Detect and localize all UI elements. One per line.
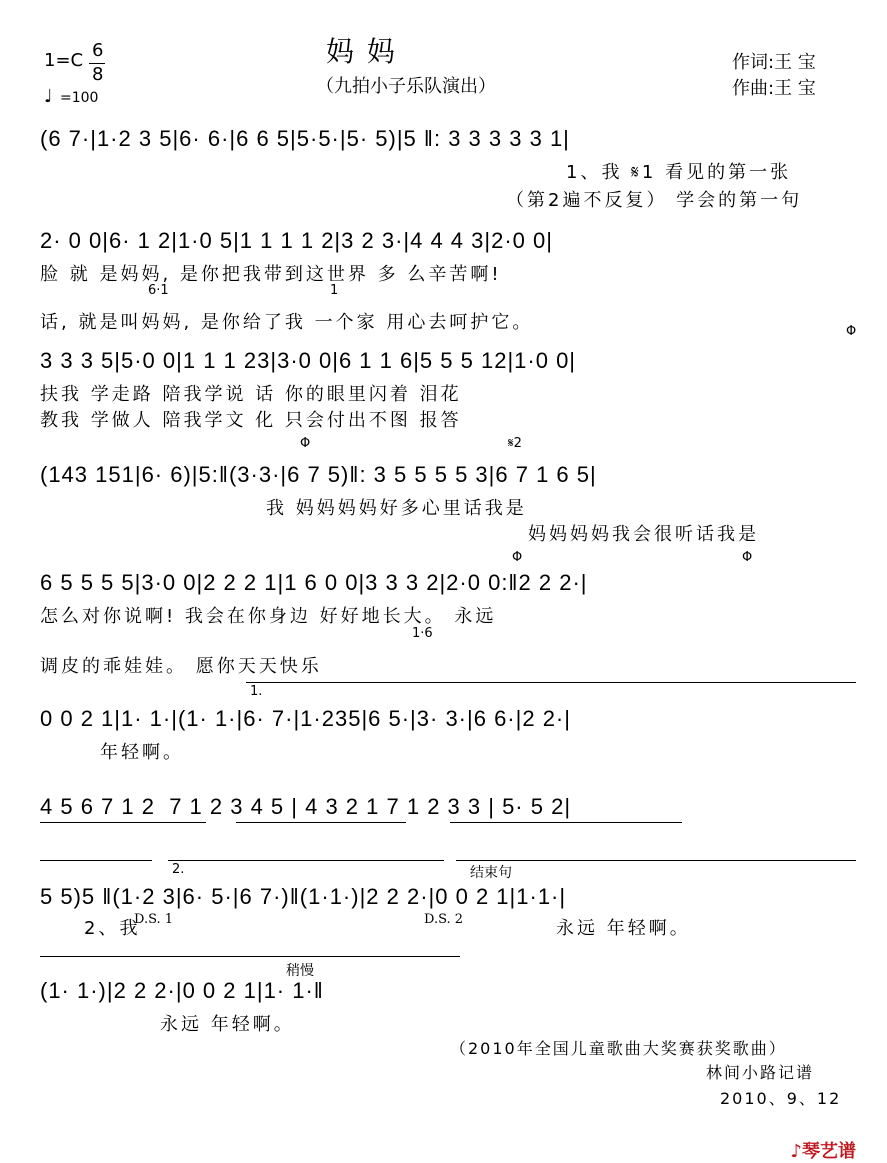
lyric-row-6: 年轻啊。 [100, 742, 184, 763]
song-subtitle: （九拍小子乐队演出） [316, 76, 496, 97]
lyric-row-9: 永远 年轻啊。 [160, 1014, 295, 1035]
lyric-row-3-verse-1: 扶我 学走路 陪我学说 话 你的眼里闪着 泪花 [40, 384, 462, 405]
notation-row-3: 3 3 3 5|5·0 0|1 1 1 23|3·0 0|6 1 1 6|5 5 5 12|1·0 0| [40, 348, 577, 373]
grace-note-1: 6·1 [148, 283, 169, 298]
time-sig-top: 6 [92, 40, 104, 61]
grace-note-3: 1·6 [412, 626, 433, 641]
lyricist-credit: 作词:王 宝 [732, 52, 816, 73]
notation-row-2: 2· 0 0|6· 1 2|1·0 5|1 1 1 1 2|3 2 3·|4 4 4 3|2·0 0| [40, 228, 553, 253]
volta-2-label: 2. [172, 862, 185, 877]
award-note: （2010年全国儿童歌曲大奖赛获奖歌曲） [450, 1039, 787, 1058]
notation-row-5: 6 5 5 5 5|3·0 0|2 2 2 1|1 6 0 0|3 3 3 2|2·0 0:‖2 2 2·| [40, 570, 588, 595]
notation-row-1: (6 7·|1·2 3 5|6· 6·|6 6 5|5·5·|5· 5)|5 ‖: 3 3 3 3 3 1| [40, 126, 570, 151]
song-title: 妈 妈 [326, 35, 397, 68]
key-signature: 1=C [44, 50, 84, 71]
volta-1-line [246, 682, 856, 683]
ds-1: D.S. 1 [134, 912, 174, 927]
notation-row-9: (1· 1·)|2 2 2·|0 0 2 1|1· 1·‖ [40, 978, 324, 1003]
lyric-row-1-verse-1: 1、我 𝄋1 看见的第一张 [566, 162, 792, 183]
notation-row-8: 5 5)5 ‖(1·2 3|6· 5·|6 7·)‖(1·1·)|2 2 2·|0 0 2 1|1·1·| [40, 884, 567, 909]
segno-2: 𝄋2 [508, 436, 522, 451]
logo-text: 琴艺谱 [802, 1141, 857, 1162]
notation-row-6: 0 0 2 1|1· 1·|(1· 1·|6· 7·|1·235|6 5·|3· 3·|6 6·|2 2·| [40, 706, 571, 731]
transcriber: 林间小路记谱 [706, 1063, 815, 1082]
volta-2-line [168, 860, 444, 861]
lyric-row-8-verse-1: 2、我 [84, 918, 141, 939]
grace-note-2: 1 [330, 283, 339, 298]
lyric-row-4-verse-2: 妈妈妈妈我会很听话我是 [528, 524, 759, 545]
underline-7a [40, 822, 206, 823]
tempo-mark-slow: 稍慢 [286, 963, 314, 979]
coda-mark-icon-3: Φ [512, 550, 523, 565]
underline-7b [236, 822, 406, 823]
row-9-overline [40, 956, 460, 957]
lyric-row-8-verse-2: 永远 年轻啊。 [556, 918, 691, 939]
logo-icon: ♪ [790, 1141, 803, 1162]
volta-1-label: 1. [250, 684, 263, 699]
ending-line [456, 860, 856, 861]
underline-7c [450, 822, 682, 823]
coda-mark-icon-4: Φ [742, 550, 753, 565]
lyric-row-5-verse-2: 调皮的乖娃娃。 愿你天天快乐 [40, 656, 322, 677]
volta-1-end-line [40, 860, 152, 861]
composer-credit: 作曲:王 宝 [732, 78, 816, 99]
ending-label: 结束句 [470, 865, 512, 881]
logo [778, 1116, 856, 1163]
notation-row-4: (143 151|6· 6)|5:‖(3·3·|6 7 5)‖: 3 5 5 5 5 3|6 7 1 6 5| [40, 462, 597, 487]
tempo-note-icon: ♩ [44, 86, 53, 107]
tempo-value: =100 [60, 90, 99, 106]
coda-mark-icon-2: Φ [300, 436, 311, 451]
transcription-date: 2010、9、12 [720, 1089, 842, 1108]
lyric-row-1-verse-2: （第2遍不反复） 学会的第一句 [506, 190, 803, 211]
lyric-row-2-verse-2: 话, 就是叫妈妈, 是你给了我 一个家 用心去呵护它。 [40, 312, 534, 333]
time-sig-bottom: 8 [92, 64, 104, 85]
notation-row-7: 4 5 6 7 1 2 7 1 2 3 4 5 | 4 3 2 1 7 1 2 3 3 | 5· 5 2| [40, 794, 572, 819]
lyric-row-5-verse-1: 怎么对你说啊! 我会在你身边 好好地长大。 永远 [40, 606, 497, 627]
coda-mark-icon: Φ [846, 324, 857, 339]
lyric-row-4-verse-1: 我 妈妈妈妈好多心里话我是 [266, 498, 527, 519]
lyric-row-2-verse-1: 脸 就 是妈妈, 是你把我带到这世界 多 么辛苦啊! [40, 264, 502, 285]
lyric-row-3-verse-2: 教我 学做人 陪我学文 化 只会付出不图 报答 [40, 410, 462, 431]
ds-2: D.S. 2 [424, 912, 464, 927]
